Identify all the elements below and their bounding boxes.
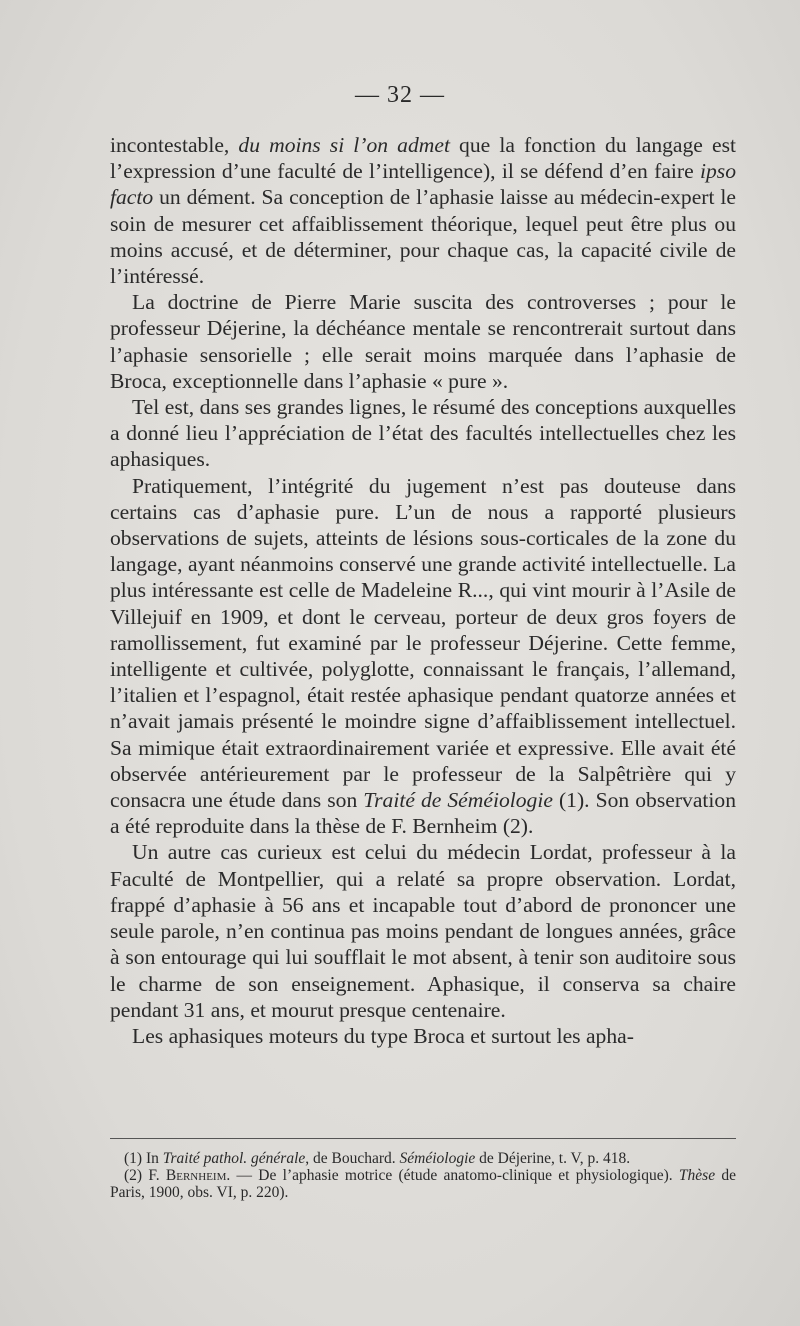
- italic-run: Traité pathol. générale: [162, 1150, 306, 1167]
- italic-run: Thèse: [678, 1167, 716, 1184]
- italic-run: Séméiologie: [399, 1150, 476, 1167]
- text-run: . — De l’aphasie motrice (étude anatomo-clinique et physiologique).: [226, 1167, 679, 1184]
- text-run: La doctrine de Pierre Marie suscita des controverses ; pour le professeur Déjerine, la déchéance mentale se rencontrerait surtout dans l’aphasie sensorielle ; elle serait moins marquée dans l’aphasie de Broca, exceptionnelle dans l’aphasie « pure ».: [110, 290, 736, 393]
- text-run: (2) F.: [124, 1167, 166, 1184]
- italic-run: du moins si l’on admet: [238, 133, 450, 157]
- text-run: que la fonction du langage est l’expression d’une faculté de l’intelligence), il se défend d’en faire: [110, 133, 736, 184]
- text-run: un dément. Sa conception de l’aphasie laisse au médecin-expert le soin de mesurer cet affaiblissement théorique, lequel peut être plus ou moins accusé, et de déterminer, pour chaque cas, la capacité civile de l’intéressé.: [110, 185, 736, 289]
- italic-run: Traité de Séméiologie: [363, 788, 553, 813]
- paragraph-6: [110, 1023, 736, 1049]
- text-run: de Déjerine, t. V, p. 418.: [475, 1150, 631, 1167]
- paragraph-3: [110, 394, 736, 473]
- text-run: de Paris, 1900, obs. VI, p. 220).: [110, 1167, 736, 1201]
- footnote-divider: [110, 1138, 736, 1139]
- text-run: Les aphasiques moteurs du type Broca et surtout les apha-: [132, 1023, 634, 1048]
- text-run: Un autre cas curieux est celui du médecin Lordat, professeur à la Faculté de Montpellier, qui a relaté sa propre observation. Lordat, frappé d’aphasie à 56 ans et incapable tout d’abord de prononcer une seule parole, n’en continua pas moins pendant de longues années, grâce à son entourage qui lui soufflait le mot absent, à tenir son auditoire sous le charme de son enseignement. Aphasique, il conserva sa chaire pendant 31 ans, et mourut presque centenaire.: [110, 840, 736, 1022]
- body-text: [110, 132, 736, 1049]
- page-number: — 32 —: [355, 82, 445, 108]
- paragraph-1: [110, 132, 736, 289]
- paragraph-5: [110, 839, 736, 1022]
- text-run: (1). Son observation a été reproduite dans la thèse de F. Bernheim (2).: [110, 788, 736, 839]
- footnote-2: [110, 1167, 736, 1201]
- paragraph-4: [110, 473, 736, 840]
- footnote-1: [110, 1150, 736, 1167]
- text-run: Pratiquement, l’intégrité du jugement n’est pas douteuse dans certains cas d’aphasie pure. L’un de nous a rapporté plusieurs observations de sujets, atteints de lésions sous-corticales de la zone du langage, ayant néanmoins conservé une grande activité intellectuelle. La plus intéressante est celle de Madeleine R..., qui vint mourir à l’Asile de Villejuif en 1909, et dont le cerveau, porteur de deux gros foyers de ramollissement, fut examiné par le professeur Déjerine. Cette femme, intelligente et cultivée, polyglotte, connaissant le français, l’allemand, l’italien et l’espagnol, était restée aphasique pendant quatorze années et n’avait jamais présenté le moindre signe d’affaiblissement intellectuel. Sa mimique était extraordinairement variée et expressive. Elle avait été observée antérieurement par le professeur de la Salpêtrière qui y consacra une étude dans son: [110, 473, 736, 813]
- text-run: , de Bouchard.: [305, 1150, 400, 1167]
- text-run: Tel est, dans ses grandes lignes, le résumé des conceptions auxquelles a donné lieu l’appréciation de l’état des facultés intellectuelles chez les aphasiques.: [110, 395, 736, 472]
- text-run: incontestable,: [110, 133, 239, 157]
- footnotes: [110, 1150, 736, 1201]
- text-run: (1) In: [124, 1150, 163, 1167]
- paragraph-2: [110, 289, 736, 394]
- italic-run: ipso facto: [110, 159, 736, 210]
- small-caps-run: Bernheim: [165, 1167, 227, 1184]
